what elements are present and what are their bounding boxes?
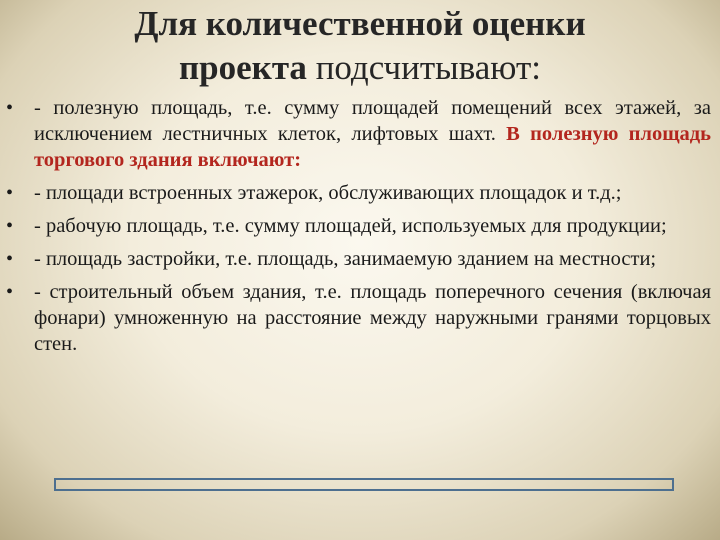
list-item: [6, 95, 711, 173]
list-item: [6, 246, 711, 272]
bullet-icon: •: [6, 97, 14, 119]
list-item: [6, 279, 711, 357]
list-item: [6, 213, 711, 239]
title-bold-word: проекта: [178, 48, 307, 87]
item-text: - полезную площадь, т.е. сумму площадей помещений всех этажей, за исключением лестничных клеток, лифтовых шахт.: [34, 97, 711, 145]
item-red-text: В полезную площадь торгового здания включают:: [34, 123, 711, 171]
item-text: - площадь застройки, т.е. площадь, занимаемую зданием на местности;: [34, 248, 657, 270]
bullet-icon: •: [6, 182, 14, 204]
title-line-1: Для количественной оценки: [134, 4, 586, 43]
bullet-icon: •: [6, 215, 14, 237]
slide-title: [60, 2, 660, 90]
bullet-icon: •: [6, 248, 14, 270]
bullet-icon: •: [6, 281, 14, 303]
item-text: - площади встроенных этажерок, обслуживающих площадок и т.д.;: [34, 182, 622, 204]
item-text: - строительный объем здания, т.е. площадь поперечного сечения (включая фонари) умноженную на расстояние между наружными гранями торцовых стен.: [34, 281, 711, 355]
bullet-list: [6, 95, 711, 364]
text-highlight-box: [54, 478, 674, 491]
title-rest: подсчитывают:: [306, 48, 541, 87]
list-item: [6, 180, 711, 206]
title-line-2: [60, 46, 660, 90]
item-text: - рабочую площадь, т.е. сумму площадей, используемых для продукции;: [34, 215, 667, 237]
